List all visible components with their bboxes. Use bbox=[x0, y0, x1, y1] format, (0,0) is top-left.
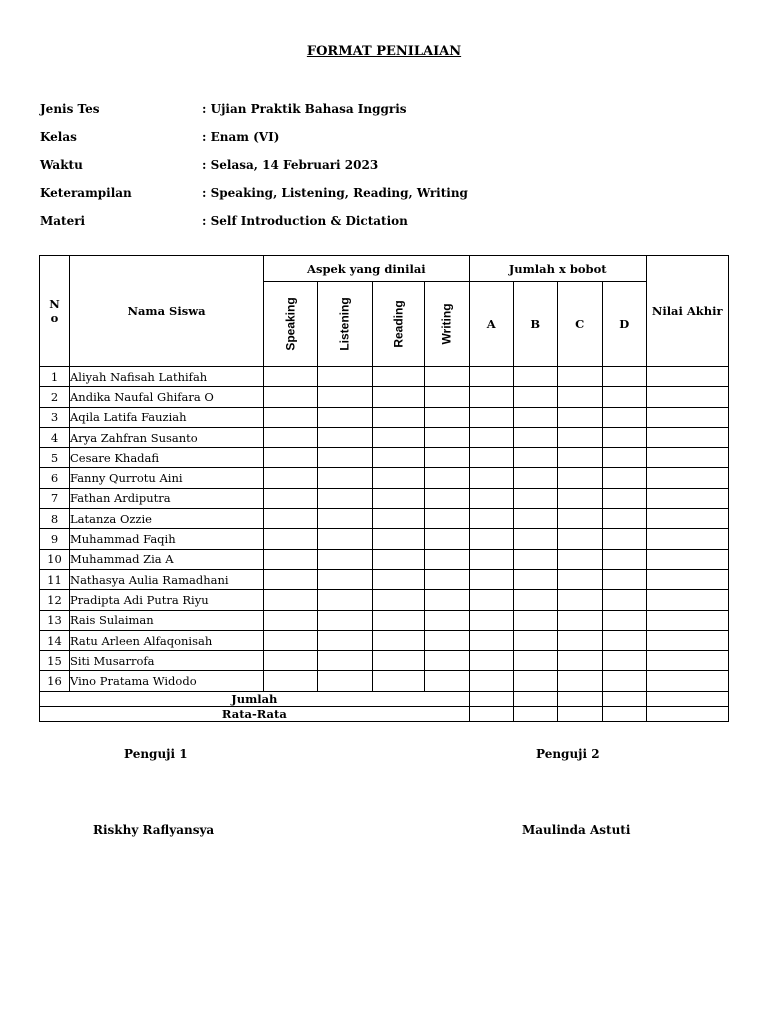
score-cell bbox=[513, 610, 557, 630]
student-name: Rais Sulaiman bbox=[70, 610, 264, 630]
aspek-reading: Reading bbox=[372, 282, 424, 367]
table-row bbox=[40, 387, 729, 407]
total-cell bbox=[513, 691, 557, 706]
nilai-header: Nilai Akhir bbox=[646, 256, 728, 367]
score-cell bbox=[557, 448, 602, 468]
row-number: 2 bbox=[40, 387, 70, 407]
bobot-d: D bbox=[602, 282, 646, 367]
row-number: 14 bbox=[40, 630, 70, 650]
info-value: : Self Introduction & Dictation bbox=[202, 214, 408, 228]
score-cell bbox=[646, 488, 728, 508]
score-cell bbox=[372, 630, 424, 650]
score-cell bbox=[469, 488, 513, 508]
score-cell bbox=[557, 590, 602, 610]
table-row bbox=[40, 529, 729, 549]
total-cell bbox=[557, 706, 602, 721]
info-label: Materi bbox=[40, 214, 86, 228]
rata-label: Rata-Rata bbox=[40, 706, 470, 721]
score-cell bbox=[513, 427, 557, 447]
score-cell bbox=[469, 549, 513, 569]
score-cell bbox=[557, 468, 602, 488]
score-cell bbox=[424, 468, 469, 488]
table-row bbox=[40, 427, 729, 447]
student-name: Cesare Khadafi bbox=[70, 448, 264, 468]
score-cell bbox=[372, 448, 424, 468]
score-cell bbox=[557, 610, 602, 630]
score-cell bbox=[469, 448, 513, 468]
bobot-c: C bbox=[557, 282, 602, 367]
info-label: Waktu bbox=[40, 158, 83, 172]
row-number: 1 bbox=[40, 367, 70, 387]
score-cell bbox=[372, 569, 424, 589]
student-name: Aqila Latifa Fauziah bbox=[70, 407, 264, 427]
bobot-header: Jumlah x bobot bbox=[469, 256, 646, 282]
score-cell bbox=[602, 590, 646, 610]
score-cell bbox=[646, 427, 728, 447]
score-cell bbox=[264, 630, 318, 650]
score-cell bbox=[557, 367, 602, 387]
info-value: : Speaking, Listening, Reading, Writing bbox=[202, 186, 468, 200]
score-cell bbox=[318, 427, 372, 447]
score-cell bbox=[602, 630, 646, 650]
table-row bbox=[40, 488, 729, 508]
score-cell bbox=[602, 569, 646, 589]
table-row bbox=[40, 630, 729, 650]
score-cell bbox=[424, 427, 469, 447]
score-cell bbox=[424, 549, 469, 569]
score-cell bbox=[513, 529, 557, 549]
score-cell bbox=[372, 651, 424, 671]
aspek-listening: Listening bbox=[318, 282, 372, 367]
table-row bbox=[40, 367, 729, 387]
student-name: Fanny Qurrotu Aini bbox=[70, 468, 264, 488]
score-cell bbox=[372, 488, 424, 508]
row-number: 6 bbox=[40, 468, 70, 488]
score-cell bbox=[424, 509, 469, 529]
score-cell bbox=[602, 468, 646, 488]
score-cell bbox=[602, 387, 646, 407]
student-name: Nathasya Aulia Ramadhani bbox=[70, 569, 264, 589]
score-cell bbox=[372, 590, 424, 610]
info-value: : Selasa, 14 Februari 2023 bbox=[202, 158, 379, 172]
score-cell bbox=[264, 468, 318, 488]
table-row bbox=[40, 651, 729, 671]
row-number: 16 bbox=[40, 671, 70, 691]
row-number: 11 bbox=[40, 569, 70, 589]
score-cell bbox=[372, 549, 424, 569]
score-cell bbox=[469, 387, 513, 407]
info-label: Keterampilan bbox=[40, 186, 132, 200]
score-cell bbox=[646, 468, 728, 488]
table-row bbox=[40, 509, 729, 529]
info-value: : Ujian Praktik Bahasa Inggris bbox=[202, 102, 407, 116]
score-cell bbox=[372, 529, 424, 549]
row-number: 8 bbox=[40, 509, 70, 529]
score-cell bbox=[513, 590, 557, 610]
row-number: 13 bbox=[40, 610, 70, 630]
student-name: Fathan Ardiputra bbox=[70, 488, 264, 508]
score-cell bbox=[557, 427, 602, 447]
info-label: Kelas bbox=[40, 130, 77, 144]
score-cell bbox=[602, 671, 646, 691]
score-cell bbox=[646, 509, 728, 529]
score-cell bbox=[372, 407, 424, 427]
score-cell bbox=[318, 387, 372, 407]
info-label: Jenis Tes bbox=[40, 102, 100, 116]
score-cell bbox=[513, 549, 557, 569]
row-number: 4 bbox=[40, 427, 70, 447]
score-cell bbox=[469, 590, 513, 610]
score-cell bbox=[646, 529, 728, 549]
score-cell bbox=[646, 407, 728, 427]
score-cell bbox=[513, 651, 557, 671]
score-cell bbox=[318, 671, 372, 691]
table-row bbox=[40, 610, 729, 630]
score-cell bbox=[513, 630, 557, 650]
score-cell bbox=[513, 488, 557, 508]
score-cell bbox=[469, 569, 513, 589]
score-cell bbox=[264, 448, 318, 468]
total-cell bbox=[557, 691, 602, 706]
assessment-table bbox=[39, 255, 729, 722]
score-cell bbox=[513, 367, 557, 387]
penguji1-name: Riskhy Raflyansya bbox=[93, 823, 215, 837]
score-cell bbox=[318, 448, 372, 468]
total-cell bbox=[602, 691, 646, 706]
score-cell bbox=[424, 610, 469, 630]
score-cell bbox=[557, 529, 602, 549]
score-cell bbox=[264, 590, 318, 610]
table-row bbox=[40, 448, 729, 468]
table-row bbox=[40, 671, 729, 691]
row-number: 15 bbox=[40, 651, 70, 671]
table-row bbox=[40, 590, 729, 610]
bobot-b: B bbox=[513, 282, 557, 367]
score-cell bbox=[264, 549, 318, 569]
score-cell bbox=[372, 387, 424, 407]
score-cell bbox=[557, 549, 602, 569]
score-cell bbox=[264, 529, 318, 549]
score-cell bbox=[372, 367, 424, 387]
score-cell bbox=[264, 671, 318, 691]
score-cell bbox=[469, 427, 513, 447]
score-cell bbox=[318, 529, 372, 549]
score-cell bbox=[424, 367, 469, 387]
score-cell bbox=[602, 529, 646, 549]
total-cell bbox=[469, 691, 513, 706]
score-cell bbox=[372, 427, 424, 447]
score-cell bbox=[264, 569, 318, 589]
name-header: Nama Siswa bbox=[70, 256, 264, 367]
score-cell bbox=[372, 509, 424, 529]
score-cell bbox=[602, 427, 646, 447]
row-number: 12 bbox=[40, 590, 70, 610]
row-number: 9 bbox=[40, 529, 70, 549]
score-cell bbox=[646, 671, 728, 691]
score-cell bbox=[646, 569, 728, 589]
score-cell bbox=[602, 610, 646, 630]
total-cell bbox=[646, 691, 728, 706]
jumlah-row bbox=[40, 691, 729, 706]
score-cell bbox=[469, 529, 513, 549]
score-cell bbox=[318, 569, 372, 589]
score-cell bbox=[424, 529, 469, 549]
score-cell bbox=[557, 630, 602, 650]
score-cell bbox=[513, 569, 557, 589]
student-name: Latanza Ozzie bbox=[70, 509, 264, 529]
score-cell bbox=[318, 407, 372, 427]
score-cell bbox=[646, 549, 728, 569]
page-title: FORMAT PENILAIAN bbox=[306, 44, 462, 59]
score-cell bbox=[557, 671, 602, 691]
score-cell bbox=[424, 488, 469, 508]
score-cell bbox=[424, 569, 469, 589]
score-cell bbox=[602, 448, 646, 468]
score-cell bbox=[469, 610, 513, 630]
rata-row bbox=[40, 706, 729, 721]
student-name: Siti Musarrofa bbox=[70, 651, 264, 671]
jumlah-label: Jumlah bbox=[40, 691, 470, 706]
total-cell bbox=[602, 706, 646, 721]
aspek-speaking: Speaking bbox=[264, 282, 318, 367]
score-cell bbox=[602, 509, 646, 529]
score-cell bbox=[372, 671, 424, 691]
score-cell bbox=[646, 610, 728, 630]
student-name: Arya Zahfran Susanto bbox=[70, 427, 264, 447]
penguji1-label: Penguji 1 bbox=[124, 747, 188, 761]
student-name: Muhammad Zia A bbox=[70, 549, 264, 569]
score-cell bbox=[646, 448, 728, 468]
score-cell bbox=[318, 630, 372, 650]
bobot-a: A bbox=[469, 282, 513, 367]
total-cell bbox=[646, 706, 728, 721]
score-cell bbox=[264, 509, 318, 529]
score-cell bbox=[602, 367, 646, 387]
total-cell bbox=[513, 706, 557, 721]
score-cell bbox=[424, 590, 469, 610]
score-cell bbox=[557, 569, 602, 589]
score-cell bbox=[602, 549, 646, 569]
score-cell bbox=[264, 367, 318, 387]
score-cell bbox=[557, 651, 602, 671]
score-cell bbox=[372, 610, 424, 630]
no-header: N o bbox=[40, 256, 70, 367]
score-cell bbox=[318, 488, 372, 508]
score-cell bbox=[318, 651, 372, 671]
score-cell bbox=[424, 671, 469, 691]
score-cell bbox=[557, 488, 602, 508]
score-cell bbox=[602, 651, 646, 671]
table-row bbox=[40, 569, 729, 589]
table-row bbox=[40, 468, 729, 488]
score-cell bbox=[602, 407, 646, 427]
score-cell bbox=[424, 407, 469, 427]
score-cell bbox=[372, 468, 424, 488]
score-cell bbox=[469, 651, 513, 671]
score-cell bbox=[469, 468, 513, 488]
table-body bbox=[40, 256, 729, 722]
score-cell bbox=[424, 630, 469, 650]
score-cell bbox=[513, 387, 557, 407]
score-cell bbox=[318, 367, 372, 387]
penguji2-name: Maulinda Astuti bbox=[522, 823, 631, 837]
score-cell bbox=[469, 407, 513, 427]
score-cell bbox=[602, 488, 646, 508]
score-cell bbox=[513, 671, 557, 691]
score-cell bbox=[424, 651, 469, 671]
score-cell bbox=[646, 387, 728, 407]
aspek-writing: Writing bbox=[424, 282, 469, 367]
score-cell bbox=[264, 387, 318, 407]
table-row bbox=[40, 407, 729, 427]
score-cell bbox=[424, 448, 469, 468]
row-number: 5 bbox=[40, 448, 70, 468]
score-cell bbox=[318, 549, 372, 569]
aspek-header: Aspek yang dinilai bbox=[264, 256, 470, 282]
score-cell bbox=[646, 630, 728, 650]
student-name: Andika Naufal Ghifara O bbox=[70, 387, 264, 407]
score-cell bbox=[469, 509, 513, 529]
score-cell bbox=[513, 407, 557, 427]
score-cell bbox=[646, 651, 728, 671]
score-cell bbox=[513, 468, 557, 488]
student-name: Ratu Arleen Alfaqonisah bbox=[70, 630, 264, 650]
score-cell bbox=[557, 509, 602, 529]
header-row bbox=[40, 256, 729, 282]
row-number: 10 bbox=[40, 549, 70, 569]
student-name: Aliyah Nafisah Lathifah bbox=[70, 367, 264, 387]
student-name: Pradipta Adi Putra Riyu bbox=[70, 590, 264, 610]
score-cell bbox=[513, 509, 557, 529]
score-cell bbox=[557, 387, 602, 407]
student-name: Vino Pratama Widodo bbox=[70, 671, 264, 691]
score-cell bbox=[264, 427, 318, 447]
score-cell bbox=[264, 488, 318, 508]
info-value: : Enam (VI) bbox=[202, 130, 280, 144]
score-cell bbox=[318, 468, 372, 488]
student-name: Muhammad Faqih bbox=[70, 529, 264, 549]
row-number: 3 bbox=[40, 407, 70, 427]
score-cell bbox=[318, 509, 372, 529]
score-cell bbox=[318, 610, 372, 630]
score-cell bbox=[469, 367, 513, 387]
row-number: 7 bbox=[40, 488, 70, 508]
table-row bbox=[40, 549, 729, 569]
score-cell bbox=[264, 651, 318, 671]
score-cell bbox=[264, 610, 318, 630]
score-cell bbox=[424, 387, 469, 407]
score-cell bbox=[557, 407, 602, 427]
score-cell bbox=[646, 590, 728, 610]
score-cell bbox=[469, 671, 513, 691]
score-cell bbox=[513, 448, 557, 468]
total-cell bbox=[469, 706, 513, 721]
score-cell bbox=[318, 590, 372, 610]
score-cell bbox=[469, 630, 513, 650]
score-cell bbox=[646, 367, 728, 387]
score-cell bbox=[264, 407, 318, 427]
penguji2-label: Penguji 2 bbox=[536, 747, 600, 761]
